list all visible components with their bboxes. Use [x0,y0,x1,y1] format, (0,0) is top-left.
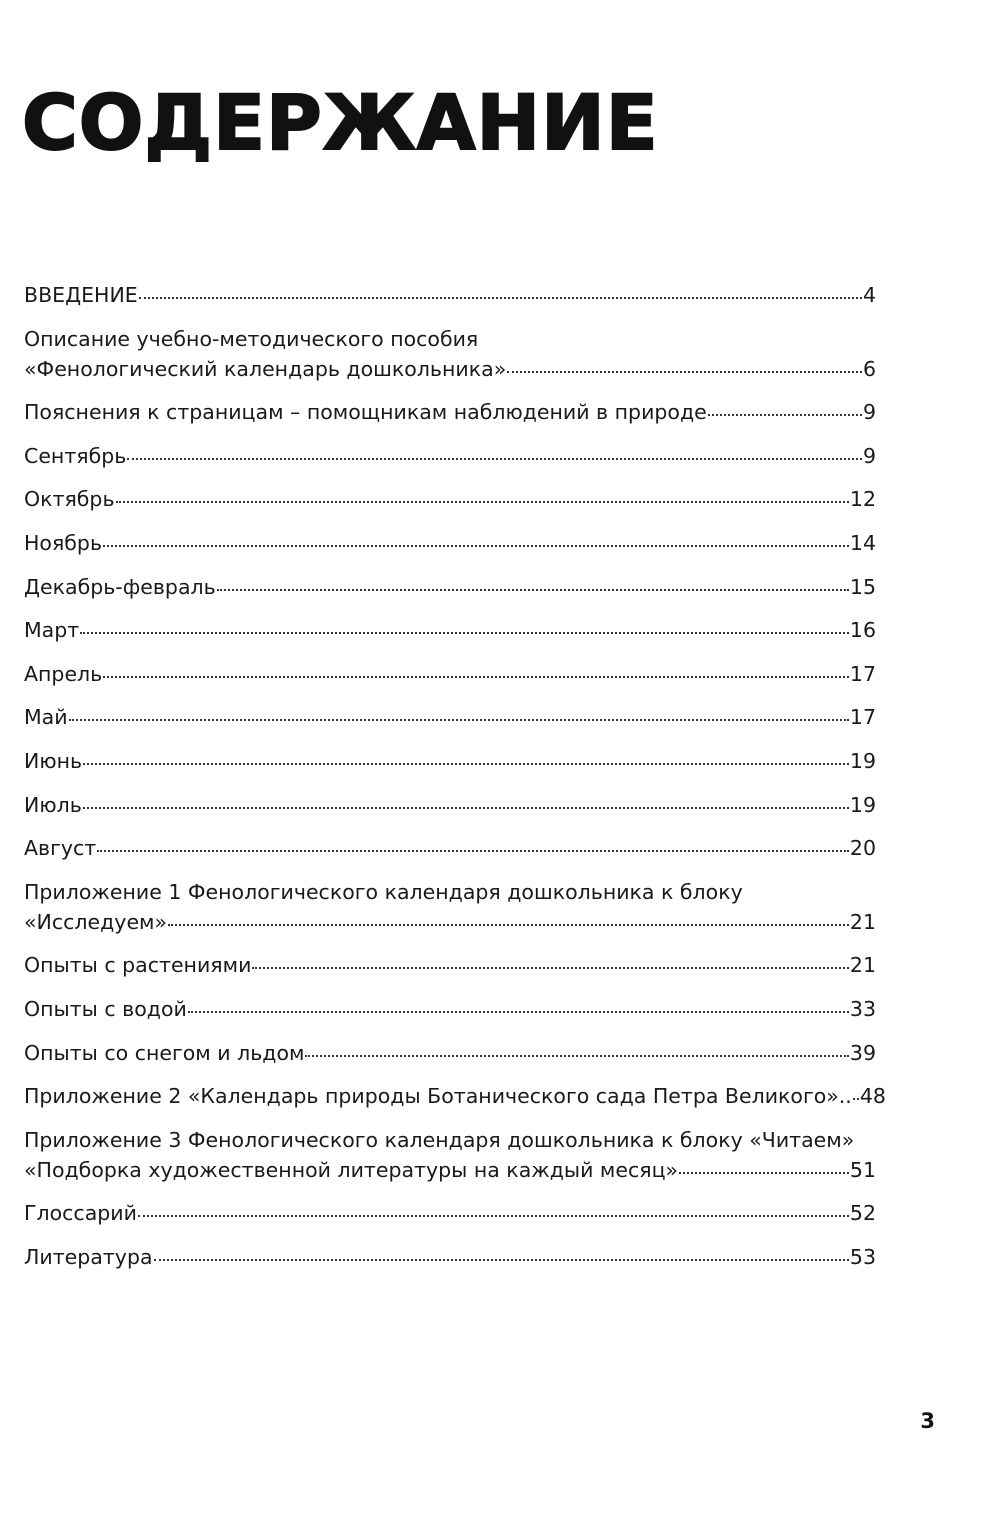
toc-entry-line [24,907,876,937]
toc-entry-title: Пояснения к страницам – помощникам наблюдений в природе [24,400,707,425]
toc-entry-title: Сентябрь [24,443,127,468]
toc-entry-title-line: Описание учебно-методического пособия [24,326,479,351]
page-number: 3 [920,1409,935,1433]
toc-entry-line [24,441,876,471]
page-title: СОДЕРЖАНИЕ [22,78,659,167]
toc-entry-title: «Фенологический календарь дошкольника» [24,356,507,381]
dot-leader [103,676,849,678]
toc-entry-page: 6 [862,356,876,381]
toc-entry-page: 15 [849,574,876,599]
toc-entry-page: 20 [849,836,876,861]
toc-entry-title: Март [24,618,80,643]
toc-entry-line [24,280,876,310]
toc-entry [24,877,876,937]
dot-leader [679,1172,849,1174]
toc-entry [24,441,876,471]
dot-leader [168,924,849,926]
toc-entry [24,659,876,689]
toc-entry [24,702,876,732]
dot-leader [708,414,862,416]
toc-entry [24,1198,876,1228]
toc-entry-title-line: Приложение 3 Фенологического календаря дошкольника к блоку «Читаем» [24,1127,855,1152]
toc-entry [24,484,876,514]
toc-entry-title: Декабрь-февраль [24,574,216,599]
toc-entry [24,950,876,980]
toc-entry-title: Литература [24,1244,153,1269]
dot-leader [83,763,849,765]
dot-leader [127,458,862,460]
toc-entry [24,746,876,776]
toc-entry-title: Опыты с водой [24,996,187,1021]
toc-entry-title: Август [24,836,97,861]
dot-leader [139,297,862,299]
toc-entry-line [24,1038,876,1068]
toc-entry [24,324,876,384]
toc-entry-title: Июнь [24,748,83,773]
toc-entry-title: Приложение 2 «Календарь природы Ботанического сада Петра Великого».. [24,1084,852,1109]
toc-entry-line [24,702,876,732]
toc-entry-title: Опыты со снегом и льдом [24,1040,305,1065]
toc-entry-line [24,994,876,1024]
toc-entry-page: 21 [849,909,876,934]
toc-entry [24,280,876,310]
toc-entry-line [24,1198,876,1228]
dot-leader [83,807,849,809]
toc-entry-page: 14 [849,530,876,555]
toc-entry-page: 33 [849,996,876,1021]
toc-entry [24,528,876,558]
toc-entry-title: Октябрь [24,487,115,512]
toc-entry-page: 53 [849,1244,876,1269]
dot-leader [80,632,849,634]
toc-entry-title-line: Приложение 1 Фенологического календаря дошкольника к блоку [24,879,743,904]
toc-entry-title: Июль [24,792,82,817]
toc-entry [24,572,876,602]
toc-entry [24,397,876,427]
dot-leader [116,501,849,503]
toc-entry [24,615,876,645]
toc-entry [24,1125,876,1185]
dot-leader [305,1055,848,1057]
toc-entry [24,1081,886,1111]
toc-entry-line [24,484,876,514]
toc-entry-page: 9 [862,400,876,425]
dot-leader [97,850,849,852]
toc-entry-line [24,833,876,863]
toc-entry-page: 39 [849,1040,876,1065]
toc-entry-line [24,659,876,689]
toc-entry-line [24,528,876,558]
dot-leader [154,1259,849,1261]
dot-leader [507,371,862,373]
toc-entry-line [24,746,876,776]
toc-entry-page: 51 [849,1157,876,1182]
toc-entry-page: 52 [849,1201,876,1226]
toc-entry-page: 19 [849,748,876,773]
toc-entry-title: Ноябрь [24,530,103,555]
toc-entry-page: 9 [862,443,876,468]
toc-entry-line [24,615,876,645]
toc-entry-line [24,950,876,980]
toc-entry-page: 16 [849,618,876,643]
table-of-contents [24,280,886,1285]
toc-entry-page: 12 [849,487,876,512]
toc-entry-page: 48 [859,1084,886,1109]
dot-leader [69,719,849,721]
toc-entry-line [24,1155,876,1185]
toc-entry-line [24,572,876,602]
toc-entry-title: Май [24,705,68,730]
toc-entry-title: «Исследуем» [24,909,168,934]
toc-entry-line [24,1081,886,1111]
toc-entry-line [24,790,876,820]
toc-entry-title: Опыты с растениями [24,953,252,978]
toc-entry [24,1038,876,1068]
dot-leader [138,1215,849,1217]
toc-entry-page: 21 [849,953,876,978]
toc-entry-title: ВВЕДЕНИЕ [24,283,138,307]
toc-entry [24,994,876,1024]
toc-entry-line [24,1242,876,1272]
toc-entry-page: 17 [849,705,876,730]
toc-entry [24,833,876,863]
toc-entry-line [24,354,876,384]
dot-leader [188,1011,849,1013]
dot-leader [853,1098,859,1100]
dot-leader [252,967,849,969]
dot-leader [103,545,849,547]
toc-entry [24,1242,876,1272]
toc-entry [24,790,876,820]
toc-entry-title: Глоссарий [24,1201,137,1226]
toc-entry-title: «Подборка художественной литературы на каждый месяц» [24,1157,679,1182]
dot-leader [217,589,849,591]
toc-entry-page: 19 [849,792,876,817]
toc-entry-page: 17 [849,661,876,686]
toc-entry-line [24,397,876,427]
toc-entry-page: 4 [862,283,876,307]
toc-entry-title: Апрель [24,661,103,686]
